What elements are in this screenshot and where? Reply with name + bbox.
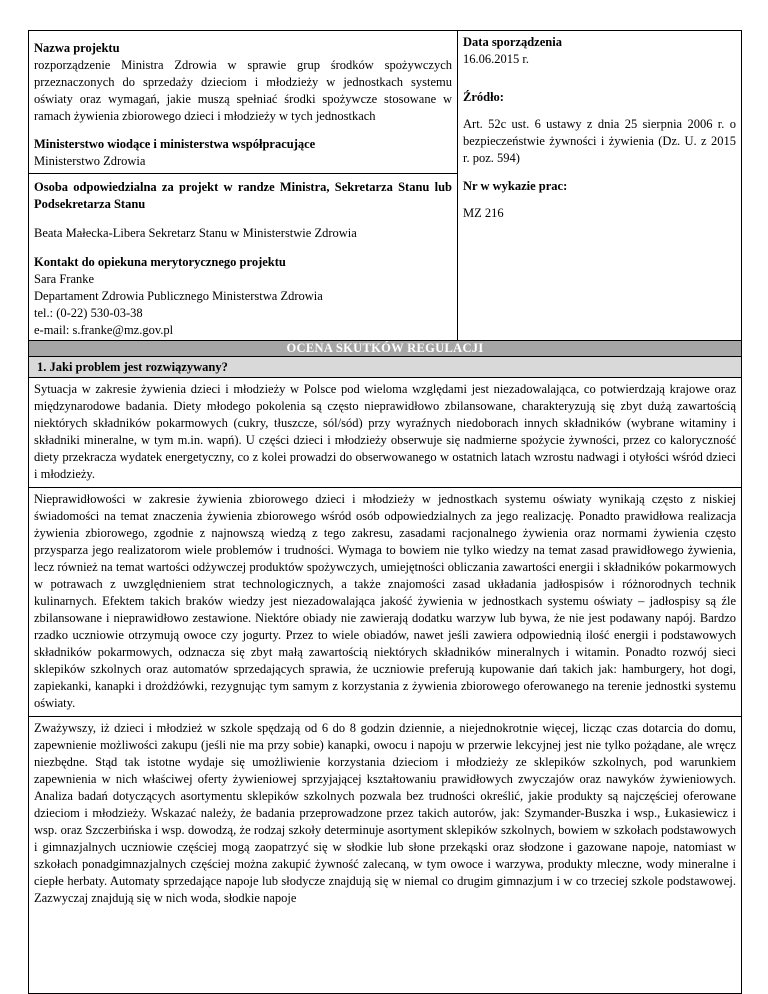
ministry-value: Ministerstwo Zdrowia <box>34 154 146 168</box>
question-heading: 1. Jaki problem jest rozwiązywany? <box>29 356 741 378</box>
date-block <box>458 31 741 70</box>
contact-email: e-mail: s.franke@mz.gov.pl <box>34 323 174 337</box>
ministry-label: Ministerstwo wiodące i ministerstwa współpracujące <box>34 137 316 151</box>
meta-column <box>458 31 741 340</box>
osr-form <box>28 30 742 994</box>
responsible-label: Osoba odpowiedzialna za projekt w randze Ministra, Sekretarza Stanu lub Podsekretarza Stanu <box>34 180 452 211</box>
number-label: Nr w wykazie prac: <box>463 179 568 193</box>
responsible-block <box>29 173 457 247</box>
number-block <box>458 169 741 224</box>
number-value: MZ 216 <box>463 206 504 220</box>
project-name-value: rozporządzenie Ministra Zdrowia w sprawie grup środków spożywczych przeznaczonych do sprzedaży dzieciom i młodzieży w jednostkach systemu oświaty oraz wymagań, jakie muszą spełniać środki spożywcze stosowane w ramach żywienia zbiorowego dzieci i młodzieży w tych jednostkach <box>34 58 452 123</box>
date-label: Data sporządzenia <box>463 35 562 49</box>
ministry-block <box>29 127 457 173</box>
header-section <box>29 31 741 340</box>
contact-line: tel.: (0-22) 530-03-38 <box>34 306 143 320</box>
paragraph: Sytuacja w zakresie żywienia dzieci i młodzieży w Polsce pod wieloma względami jest niezadowalająca, co potwierdzają krajowe oraz międzynarodowe badania. Diety młodego pokolenia są często nieprawidłowo zbilansowane, charakteryzują się zbyt dużą zawartością niektórych składników pokarmowych (cukry, tłuszcze, sól/sód) przy wyraźnych niedoborach innych składników (wybrane witaminy i składniki mineralne, w tym m.in. wapń). U części dzieci i młodzieży obserwuje się nadmierne spożycie żywności, przez co kaloryczność diety przekracza wydatek energetyczny, co z kolei prowadzi do obserwowanego w ostatnich latach wzrostu nadwagi i otyłości wśród dzieci i młodzieży. <box>29 378 741 488</box>
responsible-value: Beata Małecka-Libera Sekretarz Stanu w Ministerstwie Zdrowia <box>34 226 357 240</box>
project-name-label: Nazwa projektu <box>34 41 120 55</box>
project-column <box>29 31 458 340</box>
paragraph: Zważywszy, iż dzieci i młodzież w szkole spędzają od 6 do 8 godzin dziennie, a niejednokrotnie więcej, licząc czas dotarcia do domu, zapewnienie możliwości zakupu (jeśli nie ma przy sobie) kanapki, owocu i napoju w przerwie lekcyjnej jest nie tylko pożądane, ale wręcz niezbędne. Stąd tak istotne wydaje się umożliwienie korzystania dzieciom i młodzieży ze sklepików szkolnych, pod warunkiem zapewnienia w nich właściwej oferty żywieniowej sprzyjającej kształtowaniu prawidłowych zwyczajów oraz nawyków żywieniowych. Analiza badań dotyczących asortymentu sklepików szkolnych pozwala bez trudności określić, jakie produkty są najczęściej oferowane dzieciom i młodzieży. Wskazać należy, że badania przeprowadzone przez takich autorów, jak: Szymander-Buszka i wsp., Łukasiewicz i wsp. oraz Szczerbińska i wsp. dowodzą, że rodzaj szkoły determinuje asortyment sklepików szkolnych, bowiem w szkołach podstawowych i gimnazjalnych uczniowie częściej mogą zaopatrzyć się w słodkie lub słone przekąski oraz słodzone i gazowane napoje, natomiast w szkołach ponadgimnazjalnych częściej można zakupić żywność zalecaną, w tym owoce i warzywa, produkty mleczne, wody mineralne i ciepłe herbaty. Automaty sprzedające napoje lub słodycze znajdują się w niemal co drugim gimnazjum i w co trzeciej szkole podstawowej. Zazwyczaj znajdują się w nich woda, słodkie napoje <box>34 721 736 905</box>
section-banner: OCENA SKUTKÓW REGULACJI <box>29 340 741 356</box>
source-block <box>458 70 741 169</box>
project-name-block <box>29 31 457 127</box>
contact-block <box>29 247 457 340</box>
date-value: 16.06.2015 r. <box>463 52 529 66</box>
contact-line: Sara Franke <box>34 272 95 286</box>
source-value: Art. 52c ust. 6 ustawy z dnia 25 sierpnia 2006 r. o bezpieczeństwie żywności i żywienia (Dz. U. z 2015 r. poz. 594) <box>463 117 736 165</box>
paragraph: Nieprawidłowości w zakresie żywienia zbiorowego dzieci i młodzieży w jednostkach systemu oświaty wynikają często z niskiej świadomości na temat znaczenia żywienia zbiorowego wśród osób odpowiedzialnych za jego realizację. Ponadto prawidłowa realizacja żywienia zbiorowego, zgodnie z najnowszą wiedzą z tego zakresu, zasadami racjonalnego żywienia oraz normami żywienia często przysparza jego realizatorom wiele problemów i trudności. Wymaga to bowiem nie tylko wiedzy na temat zasad prawidłowego żywienia, lecz również na temat wartości odżywczej produktów spożywczych, umiejętności obliczania zawartości energii i składników pokarmowych w potrawach z uwzględnieniem strat technologicznych, a także znajomości zasad układania jadłospisów i różnorodnych technik kulinarnych. Efektem takich braków wiedzy jest niezadowalająca jakość żywienia w jednostkach systemu oświaty – jadłospisy są źle zbilansowane i nieprawidłowo zestawione. Niektóre obiady nie zawierają dodatku warzyw lub bywa, że nie jest podawany napój. Bardzo rzadko uczniowie otrzymują owoce czy jogurty. Przez to wiele obiadów, nawet jeśli zawiera odpowiednią ilość energii i podstawowych składników pokarmowych, odznacza się zbyt małą zawartością niektórych składników mineralnych i witamin. Ponadto rozwój sieci sklepików szkolnych oraz automatów sprzedających sprawia, że uczniowie preferują kupowanie dań takich jak: hamburgery, hot dogi, zapiekanki, kanapki i drożdżówki, rezygnując tym samym z korzystania z żywienia zbiorowego oferowanego na terenie jednostki systemu oświaty. <box>29 488 741 717</box>
contact-line: Departament Zdrowia Publicznego Ministerstwa Zdrowia <box>34 289 323 303</box>
source-label: Źródło: <box>463 90 504 104</box>
contact-label: Kontakt do opiekuna merytorycznego projektu <box>34 255 286 269</box>
